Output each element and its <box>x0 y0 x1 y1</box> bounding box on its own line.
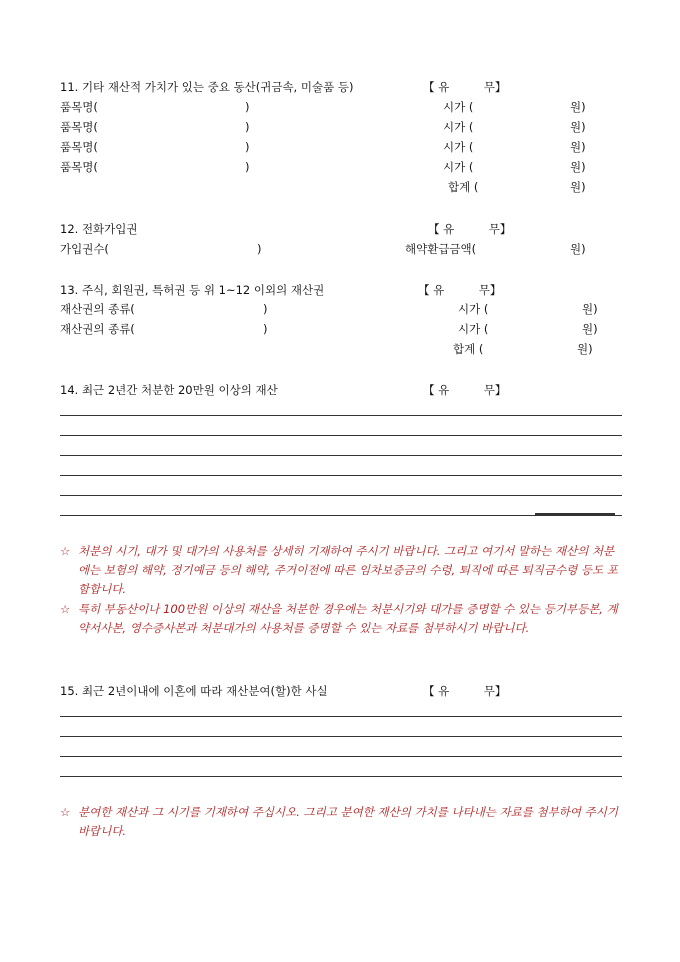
subscription-count-close: ) <box>257 242 262 256</box>
market-price-label: 시가 ( <box>458 302 489 316</box>
total-label: 합계 ( <box>453 342 484 356</box>
section-14-title: 14. 최근 2년간 처분한 20만원 이상의 재산 <box>60 383 278 397</box>
won-unit: 원) <box>570 140 586 154</box>
section-15-title: 15. 최근 2년이내에 이혼에 따라 재산분여(할)한 사실 <box>60 684 328 698</box>
note-star-icon: ☆ <box>60 805 71 819</box>
property-right-type-close: ) <box>263 322 268 336</box>
section-12-title: 12. 전화가입권 <box>60 222 138 236</box>
entry-line[interactable] <box>60 495 622 496</box>
refund-amount-label: 해약환급금액( <box>405 242 477 256</box>
subscription-count-label: 가입권수( <box>60 242 109 256</box>
total-won-unit: 원) <box>577 342 593 356</box>
section-13-yes-no[interactable]: 【 유 무】 <box>418 283 502 297</box>
disposal-evidence-note <box>60 600 622 638</box>
item-name-label: 품목명( <box>60 120 98 134</box>
section-14-yes-no[interactable]: 【 유 무】 <box>423 383 507 397</box>
note-text: 특히 부동산이나 100만원 이상의 재산을 처분한 경우에는 처분시기와 대가를 증명할 수 있는 등기부등본, 계약서사본, 영수증사본과 처분대가의 사용처를 증명할 수 있는 자료를 첨부하시기 바랍니다. <box>78 602 618 635</box>
property-right-type-label: 재산권의 종류( <box>60 302 135 316</box>
item-name-label: 품목명( <box>60 160 98 174</box>
entry-line[interactable] <box>60 415 622 416</box>
division-note <box>60 803 622 841</box>
entry-line[interactable] <box>60 756 622 757</box>
entry-line[interactable] <box>60 736 622 737</box>
total-won-unit: 원) <box>570 180 586 194</box>
entry-line[interactable] <box>60 716 622 717</box>
section-13-title: 13. 주식, 회원권, 특허권 등 위 1~12 이외의 재산권 <box>60 283 325 297</box>
market-price-label: 시가 ( <box>443 140 474 154</box>
note-text: 처분의 시기, 대가 및 대가의 사용처를 상세히 기재하여 주시기 바랍니다. 그리고 여기서 말하는 재산의 처분에는 보험의 해약, 정기예금 등의 해약, 주거이전에 따른 임차보증금의 수령, 퇴직에 따른 퇴직금수령 등도 포함합니다. <box>78 544 618 596</box>
market-price-label: 시가 ( <box>458 322 489 336</box>
won-unit: 원) <box>570 100 586 114</box>
won-unit: 원) <box>570 160 586 174</box>
entry-line[interactable] <box>60 455 622 456</box>
section-11-title: 11. 기타 재산적 가치가 있는 중요 동산(귀금속, 미술품 등) <box>60 80 354 94</box>
note-text: 분여한 재산과 그 시기를 기재하여 주십시오. 그리고 분여한 재산의 가치를 나타내는 자료를 첨부하여 주시기 바랍니다. <box>78 805 618 838</box>
disposal-note <box>60 542 622 599</box>
note-star-icon: ☆ <box>60 544 71 558</box>
item-name-label: 품목명( <box>60 140 98 154</box>
section-11-yes-no[interactable]: 【 유 무】 <box>423 80 507 94</box>
divider <box>535 513 615 515</box>
item-name-label: 품목명( <box>60 100 98 114</box>
property-right-type-label: 재산권의 종류( <box>60 322 135 336</box>
won-unit: 원) <box>570 120 586 134</box>
section-15-yes-no[interactable]: 【 유 무】 <box>423 684 507 698</box>
item-name-close: ) <box>245 160 250 174</box>
entry-line[interactable] <box>60 776 622 777</box>
section-12-yes-no[interactable]: 【 유 무】 <box>428 222 512 236</box>
won-unit: 원) <box>570 242 586 256</box>
entry-line[interactable] <box>60 435 622 436</box>
property-right-type-close: ) <box>263 302 268 316</box>
note-star-icon: ☆ <box>60 602 71 616</box>
item-name-close: ) <box>245 120 250 134</box>
item-name-close: ) <box>245 140 250 154</box>
won-unit: 원) <box>582 322 598 336</box>
item-name-close: ) <box>245 100 250 114</box>
market-price-label: 시가 ( <box>443 160 474 174</box>
market-price-label: 시가 ( <box>443 120 474 134</box>
won-unit: 원) <box>582 302 598 316</box>
entry-line[interactable] <box>60 515 622 516</box>
market-price-label: 시가 ( <box>443 100 474 114</box>
total-label: 합계 ( <box>448 180 479 194</box>
entry-line[interactable] <box>60 475 622 476</box>
